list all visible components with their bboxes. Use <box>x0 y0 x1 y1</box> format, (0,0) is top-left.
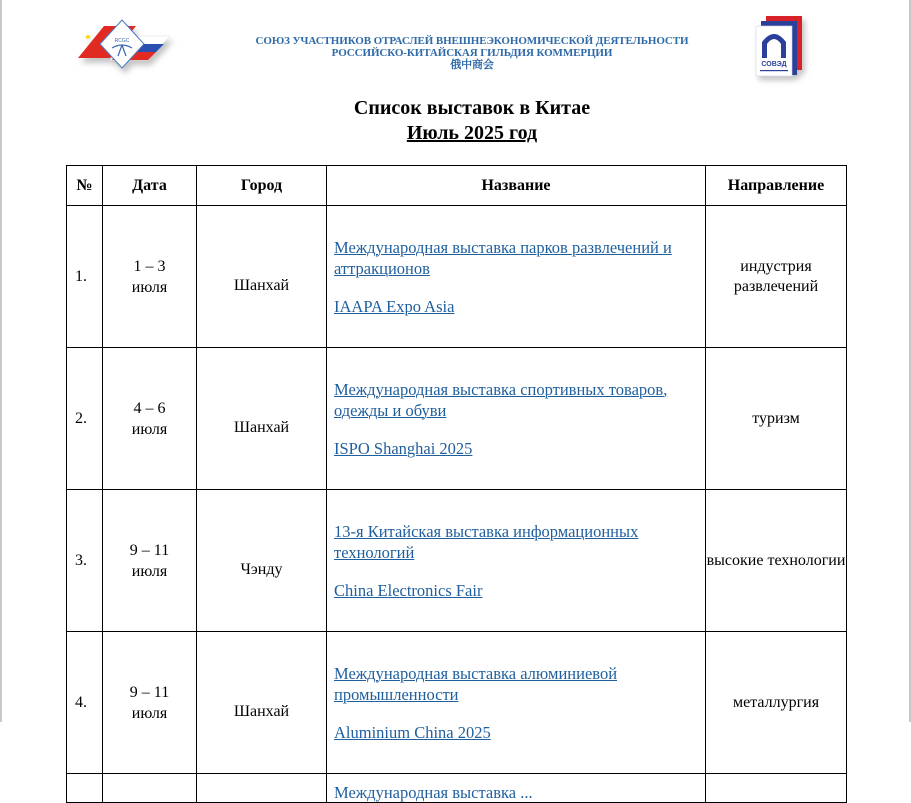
document-title: Список выставок в Китае <box>353 97 591 119</box>
row-city: Шанхай <box>197 206 327 348</box>
row-direction: индустрия развлечений <box>706 206 847 348</box>
org-line-3: 俄中商会 <box>450 59 494 71</box>
date-days: 1 – 3 <box>133 257 166 275</box>
row-date <box>103 774 197 803</box>
exhibitions-table <box>66 165 847 803</box>
exhibition-link-ru[interactable]: Международная выставка парков развлечений и аттракционов <box>334 237 672 278</box>
row-number <box>67 774 103 803</box>
date-days: 9 – 11 <box>129 541 170 559</box>
row-direction: высокие технологии <box>706 490 847 632</box>
table-header-row <box>67 166 847 206</box>
column-header-city: Город <box>197 166 327 206</box>
row-number: 3. <box>67 490 103 632</box>
row-city: Чэнду <box>197 490 327 632</box>
exhibition-link-ru[interactable]: Международная выставка спортивных товаров, одежды и обуви <box>334 379 668 420</box>
document-subtitle <box>300 121 644 145</box>
row-date <box>103 206 197 348</box>
row-date <box>103 490 197 632</box>
column-header-number: № <box>67 166 103 206</box>
table-row <box>67 348 847 490</box>
org-line-1: СОЮЗ УЧАСТНИКОВ ОТРАСЛЕЙ ВНЕШНЕЭКОНОМИЧЕСКОЙ ДЕЯТЕЛЬНОСТИ <box>255 35 689 47</box>
date-month: июля <box>131 420 168 438</box>
row-city <box>197 774 327 803</box>
page-edge-left <box>0 0 2 722</box>
row-name <box>327 206 706 348</box>
row-date <box>103 348 197 490</box>
organization-header <box>230 35 714 71</box>
column-header-date: Дата <box>103 166 197 206</box>
rcgc-logo-icon <box>74 16 174 72</box>
row-city: Шанхай <box>197 348 327 490</box>
column-header-direction: Направление <box>706 166 847 206</box>
row-date <box>103 632 197 774</box>
svg-text:RCGC: RCGC <box>114 38 130 44</box>
exhibition-link-ru-cut[interactable]: Международная выставка ... <box>334 783 533 802</box>
date-days: 9 – 11 <box>129 683 170 701</box>
date-month: июля <box>131 562 168 580</box>
row-direction <box>706 774 847 803</box>
table-row <box>67 490 847 632</box>
svg-text:СОВЭД: СОВЭД <box>761 61 787 68</box>
row-direction: туризм <box>706 348 847 490</box>
row-name <box>327 490 706 632</box>
exhibition-link-en[interactable]: ISPO Shanghai 2025 <box>334 438 473 458</box>
row-direction: металлургия <box>706 632 847 774</box>
row-number: 2. <box>67 348 103 490</box>
exhibition-link-ru[interactable]: Международная выставка алюминиевой промышленности <box>334 663 618 704</box>
row-number: 4. <box>67 632 103 774</box>
month-label: Июль 2025 год <box>406 122 538 144</box>
row-number: 1. <box>67 206 103 348</box>
row-city: Шанхай <box>197 632 327 774</box>
exhibition-link-en[interactable]: Aluminium China 2025 <box>334 722 491 742</box>
row-name <box>327 632 706 774</box>
date-month: июля <box>131 704 168 722</box>
table-row-partial <box>67 774 847 803</box>
soved-logo-icon <box>752 14 812 80</box>
date-month: июля <box>131 278 168 296</box>
row-name <box>327 348 706 490</box>
exhibition-link-ru[interactable]: 13-я Китайская выставка информационных технологий <box>334 521 639 562</box>
row-name <box>327 774 706 803</box>
exhibition-link-en[interactable]: China Electronics Fair <box>334 580 483 600</box>
exhibition-link-en[interactable]: IAAPA Expo Asia <box>334 296 455 316</box>
org-line-2: РОССИЙСКО-КИТАЙСКАЯ ГИЛЬДИЯ КОММЕРЦИИ <box>331 47 613 59</box>
date-days: 4 – 6 <box>133 399 166 417</box>
column-header-name: Название <box>327 166 706 206</box>
table-row <box>67 206 847 348</box>
table-row <box>67 632 847 774</box>
